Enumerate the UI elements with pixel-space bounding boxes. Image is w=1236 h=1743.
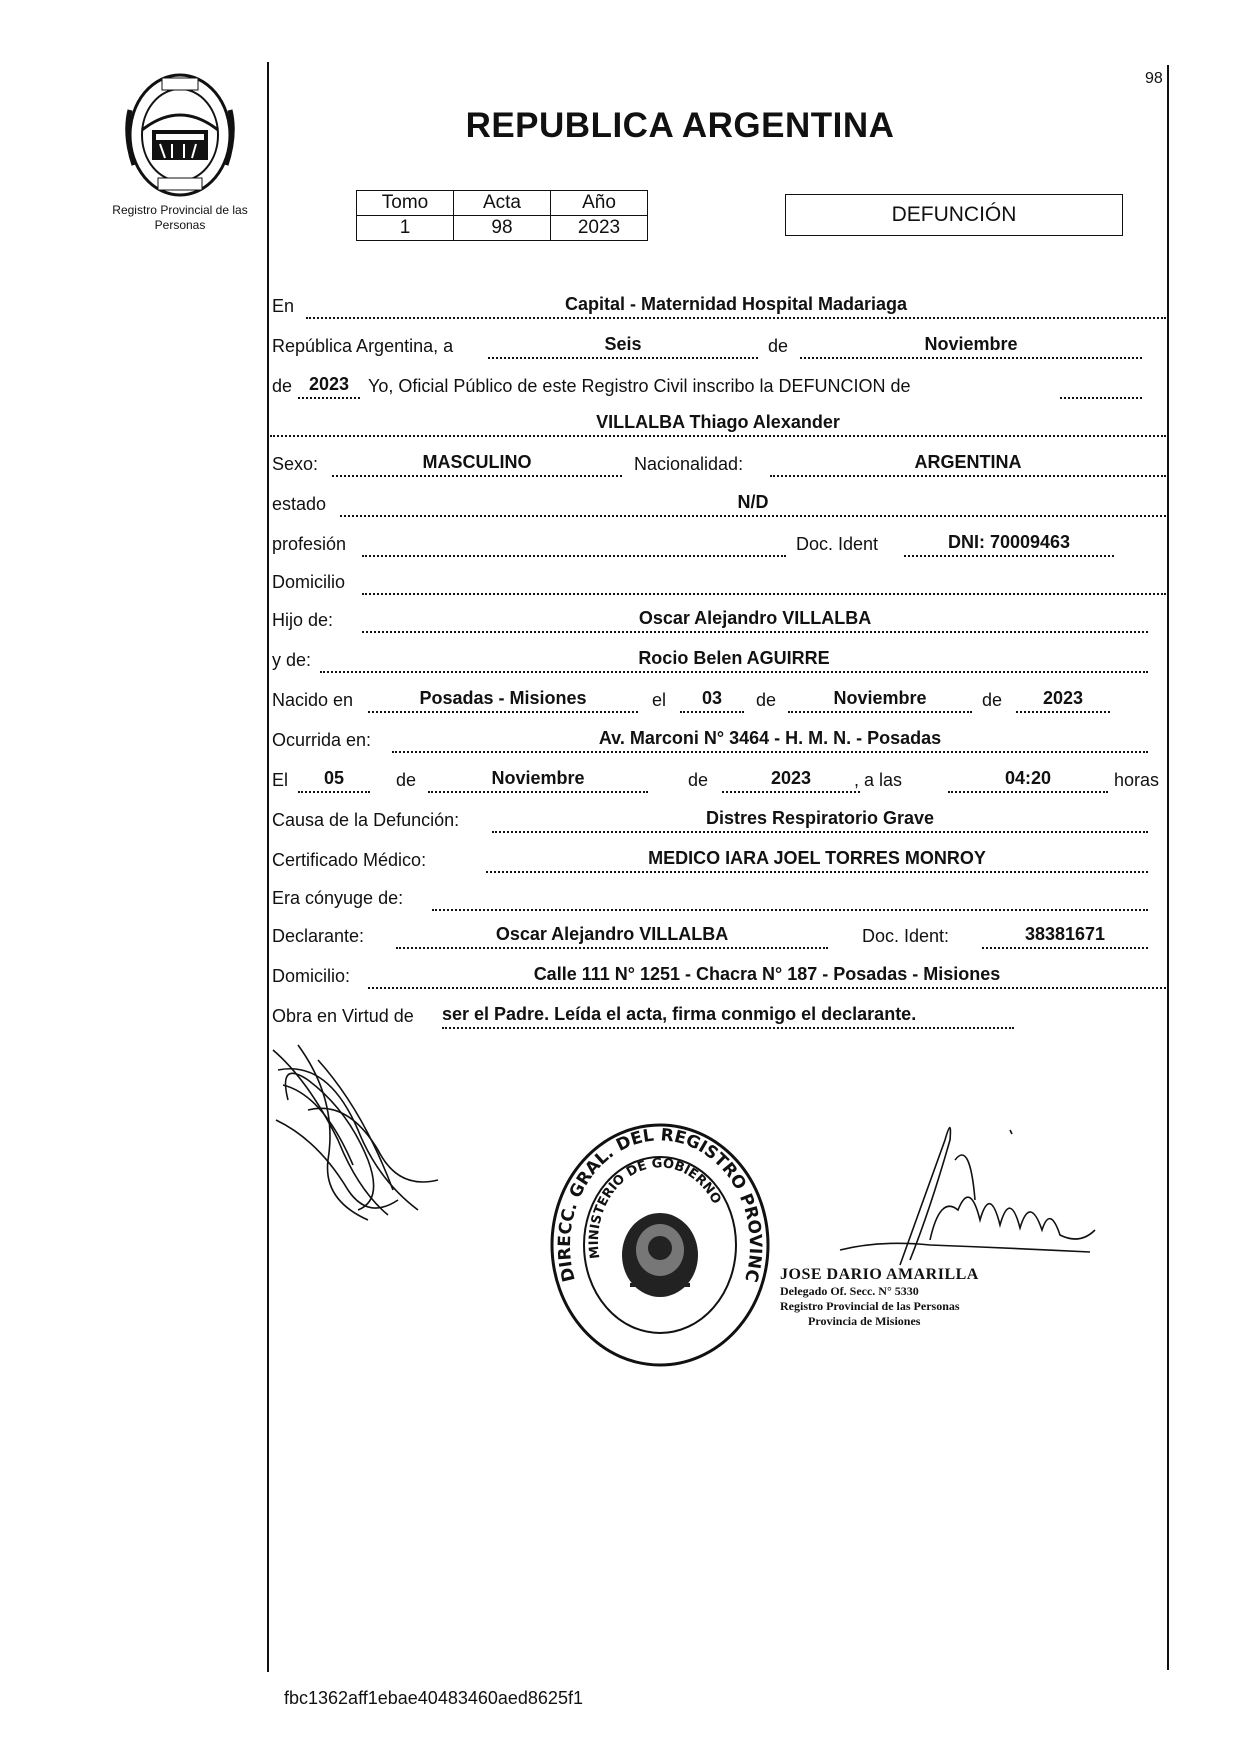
officer-name: JOSE DARIO AMARILLA: [780, 1266, 979, 1283]
el-cap-label: El: [272, 770, 289, 790]
province-logo: [120, 70, 240, 200]
certificado-field: MEDICO IARA JOEL TORRES MONROY: [486, 845, 1148, 873]
domicilio-label-2: Domicilio:: [272, 966, 351, 986]
deceased-name-field: VILLALBA Thiago Alexander: [270, 409, 1166, 437]
el-label: el: [652, 690, 667, 710]
row-cause: [270, 802, 1170, 834]
acta-header: Acta: [454, 191, 551, 216]
conyuge-field: [432, 883, 1148, 911]
acta-value: 98: [454, 216, 551, 241]
row-certificate: [270, 842, 1170, 874]
row-statement: [270, 368, 1170, 400]
father-field: Oscar Alejandro VILLALBA: [362, 605, 1148, 633]
de-label-3: de: [982, 690, 1003, 710]
estado-label: estado: [272, 494, 327, 514]
hijo-de-label: Hijo de:: [272, 610, 334, 630]
page-number: 98: [1145, 70, 1163, 87]
anio-value: 2023: [551, 216, 648, 241]
declarant-signature: [268, 1040, 448, 1230]
birth-place-field: Posadas - Misiones: [368, 685, 638, 713]
officer-stamp: [780, 1266, 1040, 1329]
en-label: En: [272, 296, 295, 316]
declarante-doc-field: 38381671: [982, 921, 1148, 949]
profesion-label: profesión: [272, 534, 347, 554]
declarante-label: Declarante:: [272, 926, 365, 946]
profesion-field: [362, 529, 786, 557]
nacionalidad-label: Nacionalidad:: [634, 454, 744, 474]
officer-title: Delegado Of. Secc. N° 5330: [780, 1284, 919, 1298]
record-type-box: DEFUNCIÓN: [785, 194, 1123, 236]
death-day-field: 05: [298, 765, 370, 793]
y-de-label: y de:: [272, 650, 312, 670]
causa-field: Distres Respiratorio Grave: [492, 805, 1148, 833]
row-estado: [270, 486, 1170, 518]
row-death-place: [270, 722, 1170, 754]
doc-ident-field: DNI: 70009463: [904, 529, 1114, 557]
tomo-value: 1: [357, 216, 454, 241]
book-reference-table: [356, 190, 648, 241]
row-place: [270, 288, 1170, 320]
row-deceased: [270, 406, 1170, 438]
de-label: de: [768, 336, 789, 356]
mother-field: Rocio Belen AGUIRRE: [320, 645, 1148, 673]
sexo-field: MASCULINO: [332, 449, 622, 477]
nacido-en-label: Nacido en: [272, 690, 354, 710]
row-date: [270, 328, 1170, 360]
row-declarant: [270, 918, 1170, 950]
horas-label: horas: [1114, 770, 1160, 790]
row-father: [270, 602, 1170, 634]
day-words-field: Seis: [488, 331, 758, 359]
obra-label: Obra en Virtud de: [272, 1006, 414, 1026]
death-month-field: Noviembre: [428, 765, 648, 793]
de-label-5: de: [688, 770, 709, 790]
statement-tail-field: [1060, 371, 1142, 399]
doc-ident-label: Doc. Ident: [796, 534, 879, 554]
birth-year-field: 2023: [1016, 685, 1110, 713]
estado-field: N/D: [340, 489, 1166, 517]
de-label-4: de: [396, 770, 417, 790]
row-mother: [270, 642, 1170, 674]
causa-label: Causa de la Defunción:: [272, 810, 460, 830]
document-hash: fbc1362aff1ebae40483460aed8625f1: [284, 1688, 583, 1708]
year-field: 2023: [298, 371, 360, 399]
official-seal: [545, 1120, 775, 1370]
declarante-field: Oscar Alejandro VILLALBA: [396, 921, 828, 949]
doc-ident-label-2: Doc. Ident:: [862, 926, 950, 946]
birth-month-field: Noviembre: [788, 685, 972, 713]
sexo-label: Sexo:: [272, 454, 319, 474]
row-spouse: [270, 880, 1170, 912]
republica-label: República Argentina, a: [272, 336, 454, 356]
nacionalidad-field: ARGENTINA: [770, 449, 1166, 477]
de-label-2: de: [756, 690, 777, 710]
row-birth: [270, 682, 1170, 714]
death-time-field: 04:20: [948, 765, 1108, 793]
place-field: Capital - Maternidad Hospital Madariaga: [306, 291, 1166, 319]
seal-inner-text: MINISTERIO DE GOBIERNO: [586, 1156, 724, 1260]
a-las-label: , a las: [854, 770, 903, 790]
month-field: Noviembre: [800, 331, 1142, 359]
officer-signature: [780, 1100, 1100, 1270]
seal-emblem: [622, 1213, 698, 1297]
ocurrida-label: Ocurrida en:: [272, 730, 372, 750]
row-death-date: [270, 762, 1170, 794]
row-obra: [270, 998, 1170, 1030]
declarante-domicilio-field: Calle 111 N° 1251 - Chacra N° 187 - Posadas - Misiones: [368, 961, 1166, 989]
officer-office: Registro Provincial de las Personas: [780, 1299, 960, 1313]
seal-outer-text: DIRECC. GRAL. DEL REGISTRO PROVINC: [554, 1125, 766, 1284]
document-title: REPUBLICA ARGENTINA: [465, 106, 895, 145]
birth-day-field: 03: [680, 685, 744, 713]
conyuge-label: Era cónyuge de:: [272, 888, 404, 908]
tomo-header: Tomo: [357, 191, 454, 216]
officer-statement: Yo, Oficial Público de este Registro Civil inscribo la DEFUNCION de: [368, 376, 911, 396]
row-declarant-address: [270, 958, 1170, 990]
row-profesion: [270, 526, 1170, 558]
domicilio-field: [362, 567, 1166, 595]
certificado-label: Certificado Médico:: [272, 850, 427, 870]
obra-field: ser el Padre. Leída el acta, firma conmigo el declarante.: [442, 1001, 1014, 1029]
death-place-field: Av. Marconi N° 3464 - H. M. N. - Posadas: [392, 725, 1148, 753]
officer-province: Provincia de Misiones: [808, 1314, 921, 1328]
row-domicilio: [270, 564, 1170, 596]
anio-header: Año: [551, 191, 648, 216]
death-year-field: 2023: [722, 765, 860, 793]
registry-name: Registro Provincial de las Personas: [112, 203, 248, 232]
year-prefix-label: de: [272, 376, 293, 396]
row-sex-nationality: [270, 446, 1170, 478]
domicilio-label: Domicilio: [272, 572, 346, 592]
left-margin-line: [267, 62, 269, 1672]
